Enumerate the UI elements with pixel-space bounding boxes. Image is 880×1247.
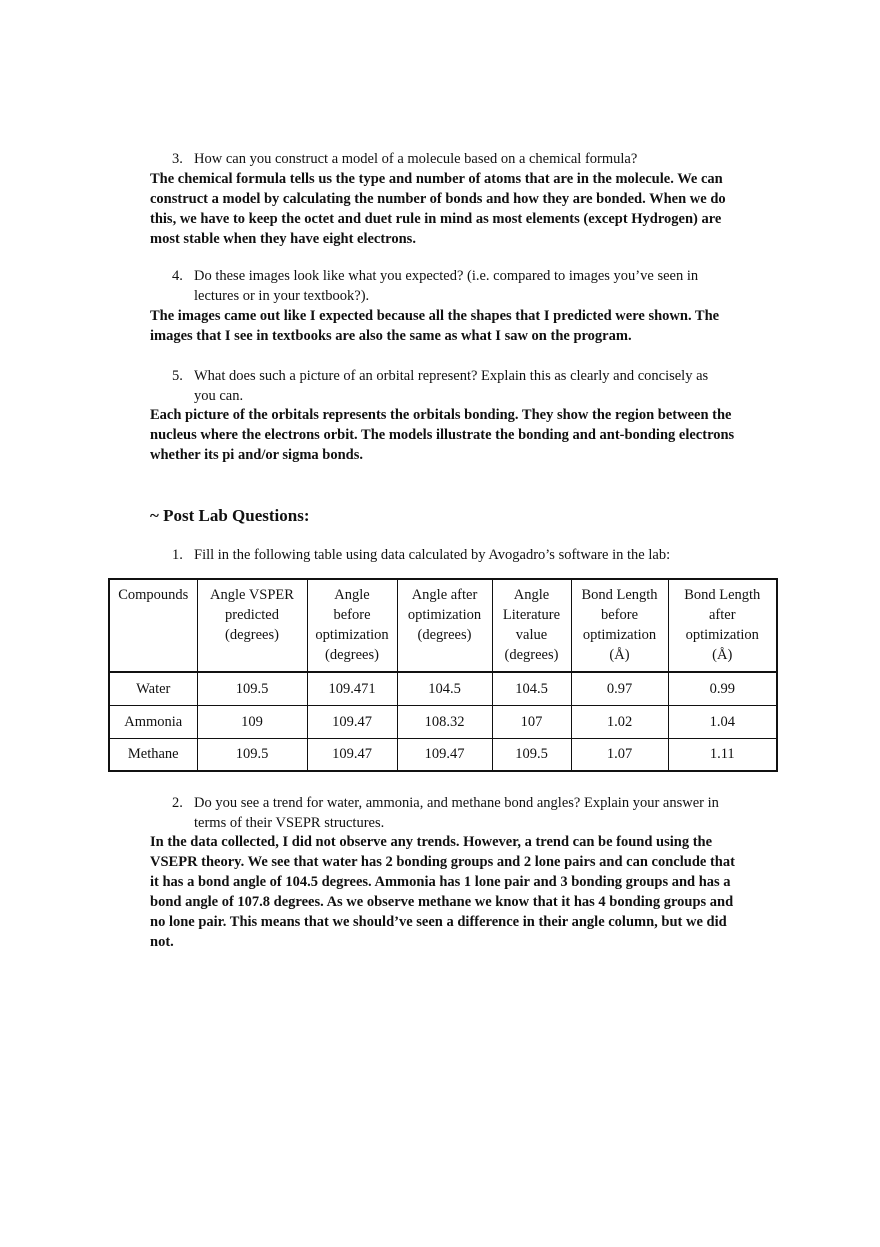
table-header-cell	[307, 579, 397, 672]
question-number: 2.	[172, 795, 183, 811]
table-cell: 109.471	[307, 672, 397, 705]
table-cell: 108.32	[397, 705, 492, 738]
table-cell: 0.99	[668, 672, 777, 705]
table-header-cell	[109, 579, 197, 672]
question-number: 4.	[172, 268, 183, 284]
table-cell: 109	[197, 705, 307, 738]
table-cell: 109.47	[307, 705, 397, 738]
table-cell: 1.11	[668, 738, 777, 771]
table-cell: 109.5	[492, 738, 571, 771]
table-cell: 104.5	[492, 672, 571, 705]
question-text: How can you construct a model of a molecule based on a chemical formula?	[194, 151, 638, 167]
table-header-cell	[571, 579, 668, 672]
question-3	[172, 149, 732, 169]
table-cell: 104.5	[397, 672, 492, 705]
table-cell: 109.47	[307, 738, 397, 771]
table-cell: 109.5	[197, 738, 307, 771]
table-cell: 109.5	[197, 672, 307, 705]
question-text: Fill in the following table using data calculated by Avogadro’s software in the lab:	[194, 547, 671, 563]
header-line: before	[600, 607, 639, 623]
post-question-2	[172, 793, 732, 833]
table-cell: 109.47	[397, 738, 492, 771]
post-lab-heading: ~ Post Lab Questions:	[150, 506, 310, 525]
question-text: What does such a picture of an orbital represent? Explain this as clearly and concisely as you can.	[194, 368, 709, 404]
table-row	[109, 738, 777, 771]
header-line: Angle	[513, 587, 550, 603]
question-5	[172, 366, 732, 406]
header-line: optimization	[407, 607, 482, 623]
table-cell: Methane	[109, 738, 197, 771]
table-cell: 1.07	[571, 738, 668, 771]
question-number: 1.	[172, 547, 183, 563]
table-row	[109, 672, 777, 705]
table-header-row	[109, 579, 777, 672]
table-cell: 1.02	[571, 705, 668, 738]
header-line: value	[515, 627, 548, 643]
post-question-1	[172, 545, 752, 565]
header-line: Angle VSPER	[210, 587, 294, 603]
table-cell: 0.97	[571, 672, 668, 705]
answer-post-2: In the data collected, I did not observe any trends. However, a trend can be found using the VSEPR theory. We see that water has 2 bonding groups and 2 lone pairs and can conclude that it has a bond angle of 104.5 degrees. Ammonia has 1 lone pair and 3 bonding groups and has a bond angle of 107.8 degrees. As we observe methane we know that it has 4 bonding groups and no lone pair. This means that we should’ve seen a difference in their angle column, but we did not.	[150, 834, 735, 950]
header-line: Literature	[502, 607, 561, 623]
header-line: Angle	[334, 587, 370, 603]
header-line: optimization	[582, 627, 657, 643]
table-header-cell	[492, 579, 571, 672]
question-number: 5.	[172, 368, 183, 384]
header-line: (degrees)	[504, 647, 559, 663]
header-line: (degrees)	[325, 647, 379, 663]
table-row	[109, 705, 777, 738]
table-header-cell	[197, 579, 307, 672]
header-line: (Å)	[609, 647, 630, 663]
header-line: before	[333, 607, 371, 623]
question-number: 3.	[172, 151, 183, 167]
question-4	[172, 266, 732, 306]
header-line: optimization	[685, 627, 759, 643]
answer-4: The images came out like I expected because all the shapes that I predicted were shown. The images that I see in textbooks are also the same as what I saw on the program.	[150, 308, 720, 344]
header-line: after	[708, 607, 736, 623]
table-header-cell	[668, 579, 777, 672]
bond-angle-table	[108, 578, 778, 772]
header-line: (Å)	[712, 647, 733, 663]
table-cell: Water	[109, 672, 197, 705]
header-line: (degrees)	[417, 627, 472, 643]
answer-5: Each picture of the orbitals represents the orbitals bonding. They show the region between the nucleus where the electrons orbit. The models illustrate the bonding and ant-bonding electrons whether its pi and/or sigma bonds.	[150, 407, 735, 463]
question-text: Do these images look like what you expected? (i.e. compared to images you’ve seen in lectures or in your textbook?).	[194, 268, 699, 304]
question-text: Do you see a trend for water, ammonia, and methane bond angles? Explain your answer in terms of their VSEPR structures.	[194, 795, 719, 831]
header-line: optimization	[315, 627, 389, 643]
header-line: predicted	[225, 607, 279, 623]
header-line: Compounds	[118, 587, 189, 603]
table-cell: 107	[492, 705, 571, 738]
table-header-cell	[397, 579, 492, 672]
header-line: (degrees)	[225, 627, 279, 643]
header-line: Angle after	[411, 587, 478, 603]
header-line: Bond Length	[684, 587, 761, 603]
table-cell: Ammonia	[109, 705, 197, 738]
answer-3: The chemical formula tells us the type and number of atoms that are in the molecule. We can construct a model by calculating the number of bonds and how they are bonded. When we do this, we have to keep the octet and duet rule in mind as most elements (except Hydrogen) are most stable when they have eight electrons.	[150, 171, 726, 247]
table-cell: 1.04	[668, 705, 777, 738]
header-line: Bond Length	[581, 587, 658, 603]
